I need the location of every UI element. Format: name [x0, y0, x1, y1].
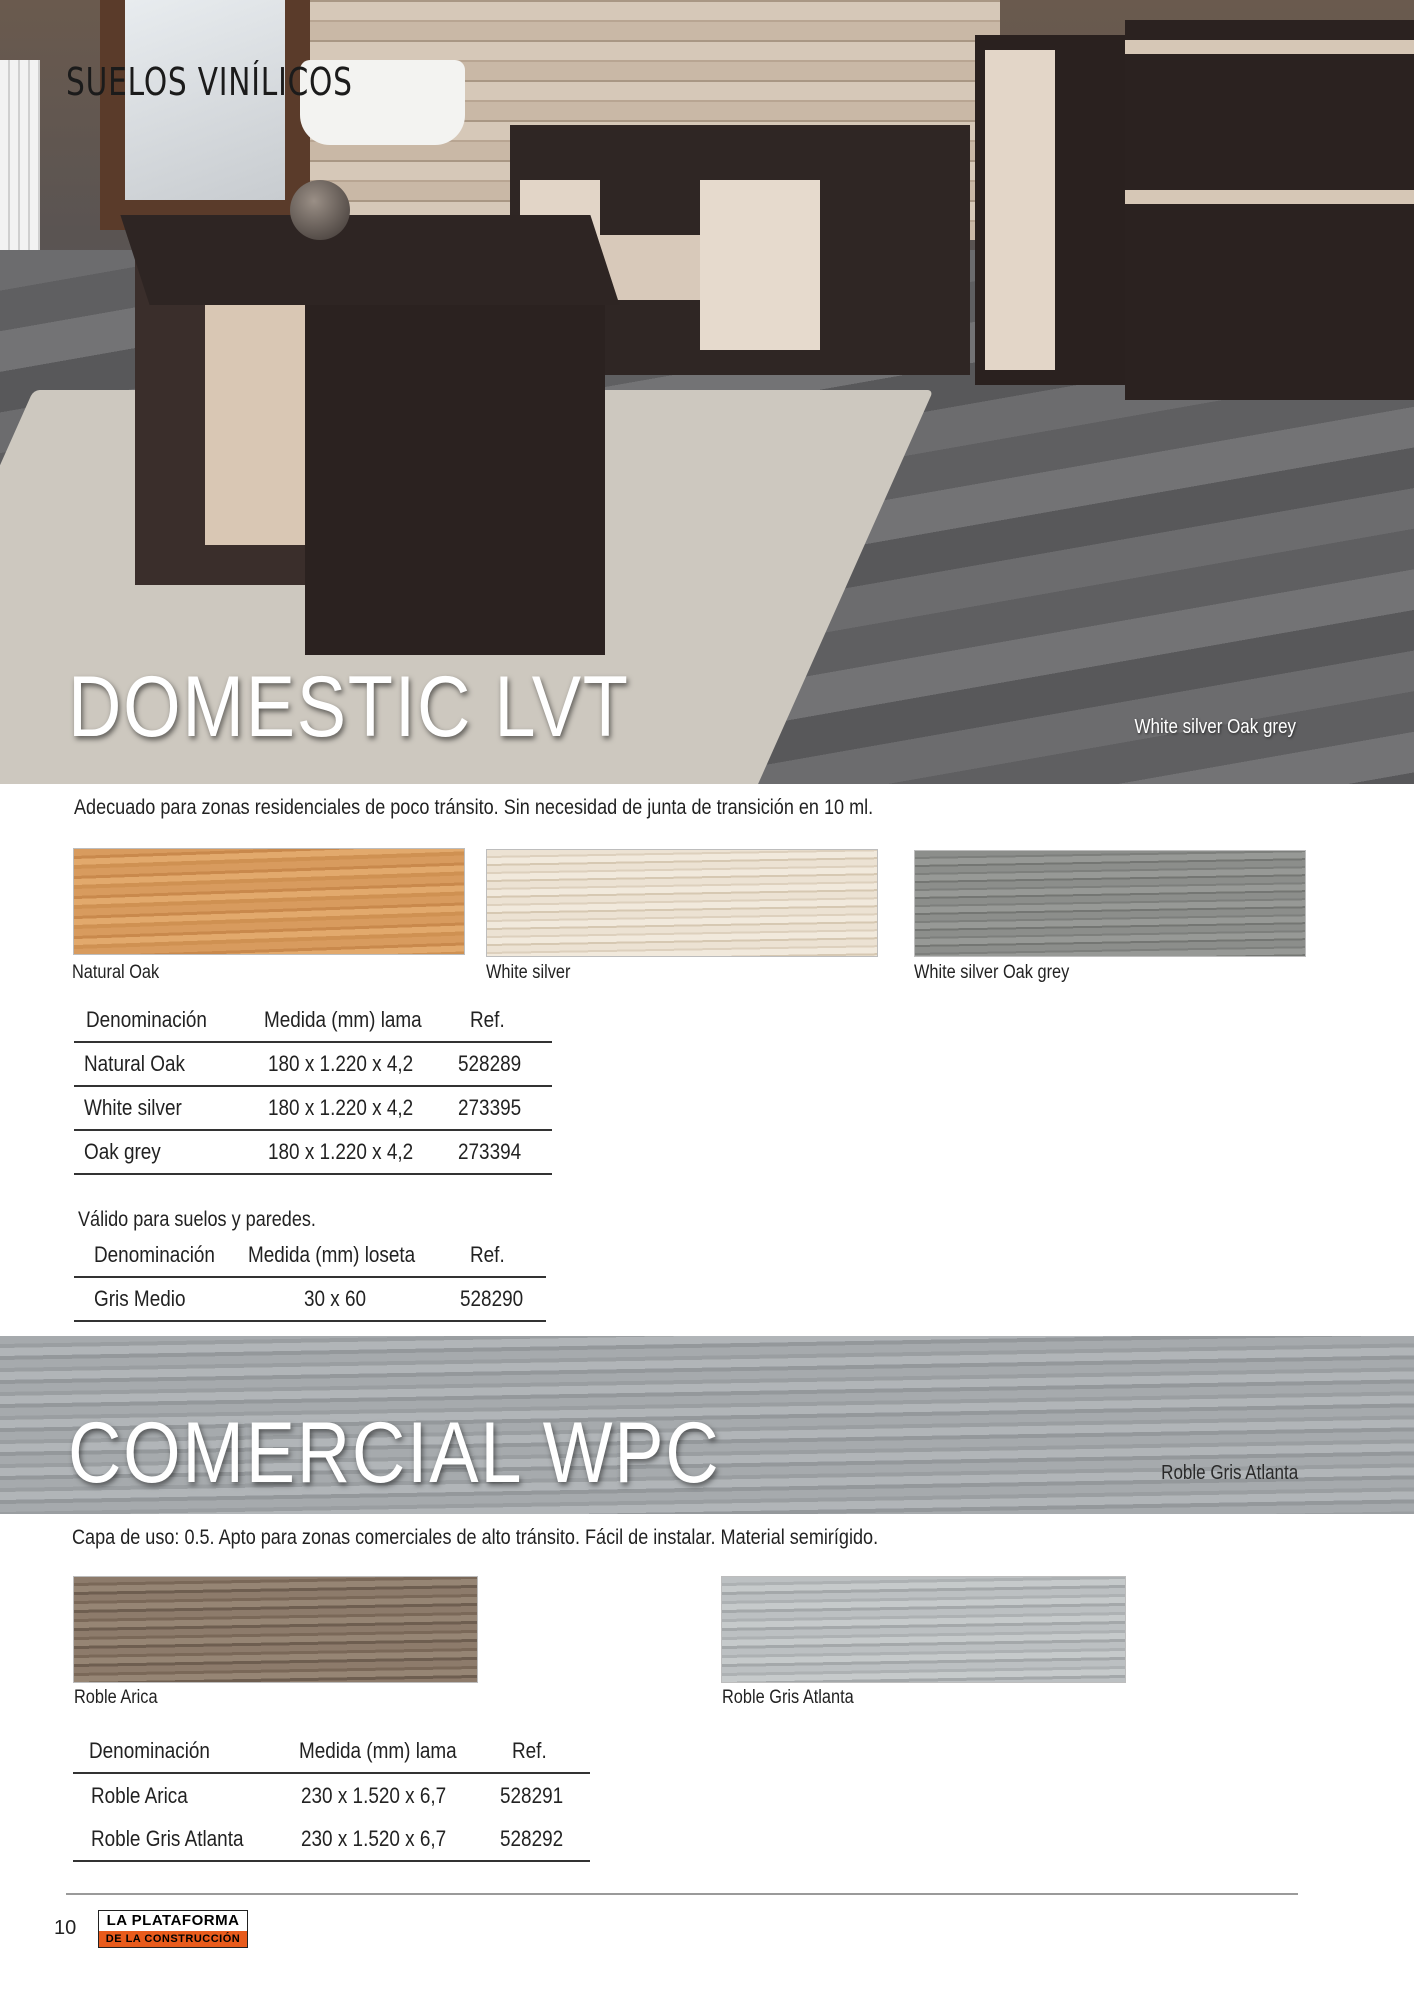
column-header: Denominación: [86, 1006, 207, 1032]
table-cell: Oak grey: [84, 1139, 161, 1164]
coffee-table: [135, 215, 605, 655]
table-row: [73, 1817, 590, 1861]
domestic-description: Adecuado para zonas residenciales de poco tránsito. Sin necesidad de junta de transición en 10 ml.: [74, 796, 874, 819]
shelf-unit: [975, 35, 1125, 385]
comercial-photo-caption: Roble Gris Atlanta: [1160, 1462, 1298, 1484]
swatch-white-silver: [486, 849, 878, 957]
table-cell: 528289: [458, 1051, 522, 1076]
table-cell: 180 x 1.220 x 4,2: [268, 1095, 414, 1120]
domestic-lama-table: [74, 1002, 552, 1175]
table-row: [74, 1086, 552, 1130]
swatch-roble-gris-atlanta: [721, 1576, 1126, 1683]
table-cell: 230 x 1.520 x 6,7: [301, 1782, 447, 1808]
column-header: Ref.: [512, 1737, 547, 1763]
swatch-roble-arica: [73, 1576, 478, 1683]
radiator: [0, 60, 40, 260]
table-header-row: [73, 1733, 590, 1773]
table-cell: 30 x 60: [304, 1286, 367, 1311]
swatch-label: Roble Arica: [74, 1687, 158, 1708]
column-header: Medida (mm) lama: [299, 1737, 457, 1763]
table-cell: 528292: [500, 1825, 564, 1851]
table-cell: White silver: [84, 1095, 182, 1120]
table-header-row: [74, 1002, 552, 1042]
vase: [290, 180, 350, 240]
section-title: SUELOS VINÍLICOS: [66, 60, 353, 104]
swatch-natural-oak: [73, 848, 465, 955]
comercial-description: Capa de uso: 0.5. Apto para zonas comerciales de alto tránsito. Fácil de instalar. Material semirígido.: [72, 1526, 879, 1549]
table-cell: 180 x 1.220 x 4,2: [268, 1139, 414, 1164]
comercial-title: COMERCIAL WPC: [68, 1405, 721, 1501]
table-row: [74, 1277, 546, 1321]
table-cell: Gris Medio: [94, 1286, 186, 1311]
domestic-title: DOMESTIC LVT: [68, 659, 630, 755]
table-row: [74, 1042, 552, 1086]
table-note: Válido para suelos y paredes.: [78, 1208, 316, 1231]
table-cell: 273395: [458, 1095, 522, 1120]
column-header: Medida (mm) lama: [264, 1006, 422, 1032]
table-cell: Natural Oak: [84, 1051, 185, 1076]
comercial-lama-table: [73, 1733, 590, 1862]
table-row: [74, 1130, 552, 1174]
table-header-row: [74, 1237, 546, 1277]
brand-logo: [98, 1910, 248, 1948]
swatch-label: Natural Oak: [72, 962, 160, 983]
domestic-loseta-table: [74, 1237, 546, 1322]
swatch-oak-grey: [914, 850, 1306, 957]
page-number: 10: [54, 1917, 77, 1939]
table-cell: Roble Gris Atlanta: [91, 1825, 244, 1851]
table-cell: 528290: [460, 1286, 524, 1311]
footer-divider: [66, 1893, 1298, 1895]
column-header: Denominación: [89, 1737, 210, 1763]
dark-wall-panel: [1125, 20, 1414, 400]
column-header: Denominación: [94, 1241, 215, 1267]
table-cell: 180 x 1.220 x 4,2: [268, 1051, 414, 1076]
swatch-label: White silver Oak grey: [914, 962, 1070, 983]
table-cell: Roble Arica: [91, 1782, 188, 1808]
window: [100, 0, 310, 230]
column-header: Ref.: [470, 1241, 505, 1267]
table-cell: 528291: [500, 1782, 564, 1808]
column-header: Medida (mm) loseta: [248, 1241, 416, 1267]
logo-line-1: LA PLATAFORMA: [99, 1911, 247, 1931]
table-row: [73, 1773, 590, 1817]
swatch-label: White silver: [486, 962, 571, 983]
table-cell: 273394: [458, 1139, 522, 1164]
table-cell: 230 x 1.520 x 6,7: [301, 1825, 447, 1851]
domestic-photo-caption: White silver Oak grey: [1134, 716, 1296, 738]
column-header: Ref.: [470, 1006, 505, 1032]
logo-line-2: DE LA CONSTRUCCIÓN: [99, 1931, 247, 1947]
swatch-label: Roble Gris Atlanta: [722, 1687, 854, 1708]
